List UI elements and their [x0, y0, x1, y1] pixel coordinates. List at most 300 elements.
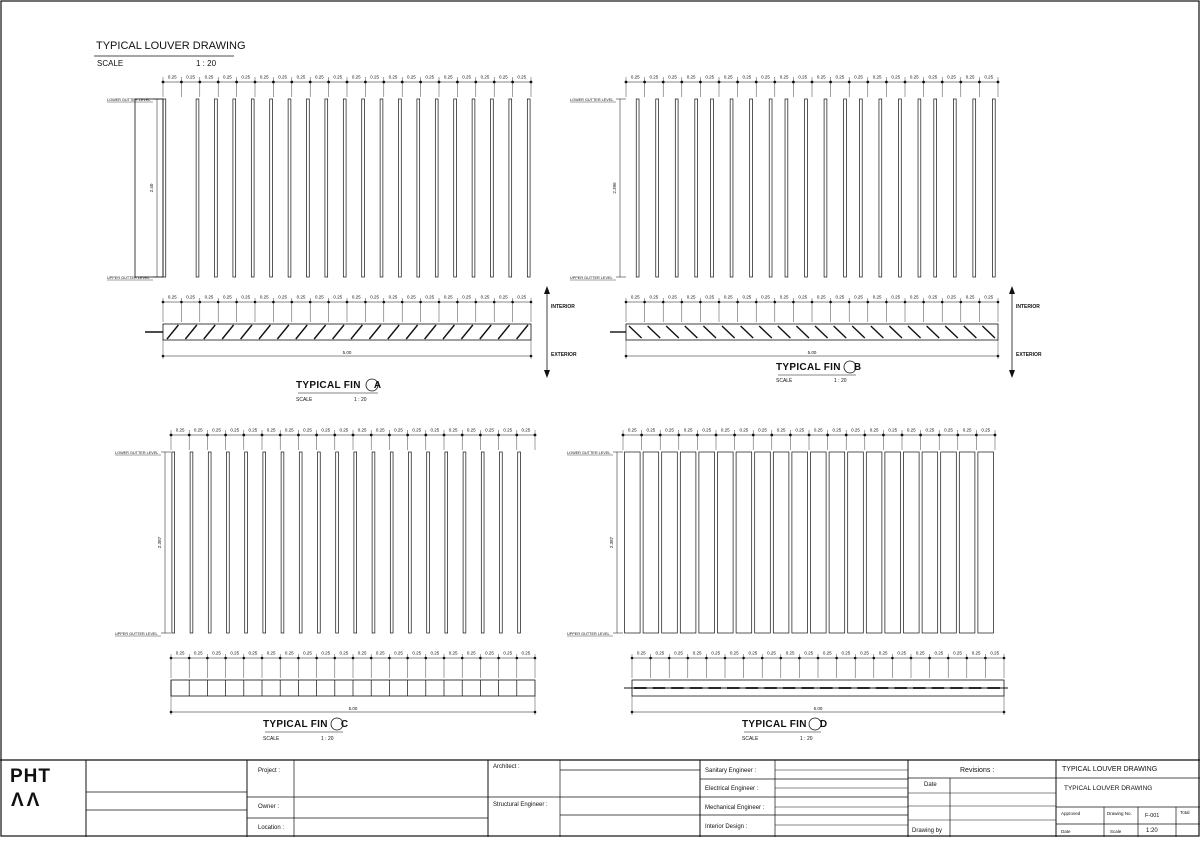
elevation-b-dim-label: 0.25 [649, 74, 659, 80]
plan-a-dim-label: 0.25 [407, 294, 416, 300]
plan-d-dim-label: 0.25 [934, 650, 944, 656]
elevation-a-fin [472, 99, 475, 277]
plan-b-blade [834, 326, 847, 338]
elevation-b-fin [711, 99, 714, 277]
elevation-d-lower-level-label: LOWER GUTTER LEVEL [567, 451, 611, 455]
elevation-b-height-label: 2.396 [612, 182, 617, 194]
elevation-c-fin [263, 452, 266, 633]
sheet-scale-label: SCALE [97, 59, 124, 68]
plan-c-dim-label: 0.25 [485, 650, 494, 656]
plan-b-dim-label: 0.25 [928, 294, 938, 300]
mechanical-engineer-label: Mechanical Engineer : [705, 805, 765, 811]
plan-a-blade [167, 325, 178, 339]
plan-c-dim-label: 0.25 [430, 650, 440, 656]
plan-b-dim-label: 0.25 [816, 294, 826, 300]
plan-b-blade [889, 326, 902, 338]
plan-b-dim-label: 0.25 [742, 294, 752, 300]
plan-b-frame [626, 324, 998, 340]
plan-c-dim-label: 0.25 [266, 650, 276, 656]
plan-a-dim-label: 0.25 [517, 294, 527, 300]
elevation-a-lower-level-label: LOWER GUTTER LEVEL [107, 98, 151, 102]
elevation-d-fin [922, 452, 938, 633]
elevation-c-upper-level-label: UPPER GUTTER LEVEL [115, 632, 158, 636]
plan-d-dim-label: 0.25 [915, 650, 925, 656]
elevation-a-dim-label: 0.25 [462, 74, 471, 80]
plan-a-blade [259, 325, 270, 339]
plan-b-dim-label: 0.25 [872, 294, 882, 300]
plan-c-dim-label: 0.25 [230, 650, 240, 656]
elevation-d-fin [680, 452, 696, 633]
plan-c-dim-label: 0.25 [303, 650, 312, 656]
total-label: Total [1180, 810, 1190, 815]
fin-b-letter: B [853, 362, 862, 373]
elevation-b-fin [675, 99, 678, 277]
sheet-border [1, 1, 1199, 836]
elevation-b-fin [656, 99, 659, 277]
elevation-b-dim-label: 0.25 [798, 74, 808, 80]
plan-a-dim-label: 0.25 [296, 294, 306, 300]
plan-b-blade [796, 326, 809, 338]
elevation-c-fin [172, 452, 175, 633]
plan-a-dim-label: 0.25 [241, 294, 251, 300]
plan-b-exterior-arrow [1009, 370, 1015, 378]
plan-c-dim-label: 0.25 [284, 650, 294, 656]
elevation-c-dim-label: 0.25 [266, 427, 276, 433]
plan-a-blade [425, 325, 436, 339]
elevation-d-dim-label: 0.25 [944, 427, 953, 433]
elevation-d-upper-level-label: UPPER GUTTER LEVEL [567, 632, 610, 636]
fin-a-scale-label: SCALE [296, 397, 313, 403]
elevation-b-fin [953, 99, 956, 277]
elevation-c-dim-label: 0.25 [394, 427, 403, 433]
elevation-d-dim-label: 0.25 [665, 427, 674, 433]
elevation-d-height-label: 2.387 [609, 536, 614, 549]
plan-b-blade [703, 326, 716, 338]
elevation-d-fin [699, 452, 715, 633]
plan-b-blade [759, 326, 772, 338]
drawing-by-label: Drawing by [912, 828, 943, 834]
elevation-a-fin [251, 99, 254, 277]
plan-a-blade [443, 325, 454, 339]
plan-a-interior-arrow [544, 286, 550, 294]
structural-engineer-label: Structural Engineer : [493, 802, 548, 808]
elevation-d-dim-label: 0.25 [776, 427, 786, 433]
plan-d-dim-label: 0.25 [785, 650, 795, 656]
elevation-d-dim-label: 0.25 [869, 427, 879, 433]
elevation-b-dim-label: 0.25 [668, 74, 677, 80]
elevation-b-dim-label: 0.25 [705, 74, 715, 80]
plan-d-dim-label: 0.25 [990, 650, 1000, 656]
fin-d-scale-value: 1 : 20 [800, 736, 813, 742]
architect-label: Architect : [493, 764, 520, 770]
plan-b-dim-label: 0.25 [891, 294, 901, 300]
elevation-c-dim-label: 0.25 [175, 427, 185, 433]
plan-d-dim-label: 0.25 [878, 650, 888, 656]
fin-d-title [742, 719, 827, 730]
plan-b-blade [778, 326, 791, 338]
elevation-b-fin [879, 99, 882, 277]
elevation-a-dim-label: 0.25 [223, 74, 232, 80]
elevation-a-dim-label: 0.25 [443, 74, 453, 80]
plan-c-dim-label: 0.25 [503, 650, 513, 656]
plan-c-dim-label: 0.25 [448, 650, 458, 656]
elevation-b-upper-level-label: UPPER GUTTER LEVEL [570, 276, 613, 280]
elevation-b-fin [824, 99, 827, 277]
elevation-c-fin [463, 452, 466, 633]
plan-a-blade [388, 325, 399, 339]
plan-a-dim-label: 0.25 [443, 294, 453, 300]
date-label: Date [924, 782, 937, 788]
plan-a-dim-label: 0.25 [278, 294, 287, 300]
elevation-b-dim-label: 0.25 [928, 74, 938, 80]
elevation-a-fin [435, 99, 438, 277]
elevation-d-fin [941, 452, 957, 633]
elevation-d-fin [978, 452, 994, 633]
sheet-title-underline [94, 55, 234, 57]
plan-a-dim-label: 0.25 [315, 294, 324, 300]
elevation-c-dim-label: 0.25 [303, 427, 312, 433]
elevation-b-fin [973, 99, 976, 277]
date2-label: Date [1061, 829, 1071, 834]
elevation-b-fin [805, 99, 808, 277]
elevation-b-dim-label: 0.25 [723, 74, 733, 80]
elevation-c-fin [227, 452, 230, 633]
elevation-b-fin [859, 99, 862, 277]
elevation-b-dim-label: 0.25 [854, 74, 863, 80]
electrical-engineer-label: Electrical Engineer : [705, 786, 759, 792]
interior-label-b: INTERIOR [1016, 304, 1040, 310]
plan-c-dim-label: 0.25 [248, 650, 258, 656]
plan-b-length-label: 5.00 [807, 350, 817, 355]
elevation-b-fin [769, 99, 772, 277]
elevation-d-dim-label: 0.25 [795, 427, 805, 433]
plan-d-dim-label: 0.25 [674, 650, 683, 656]
location-label: Location : [258, 825, 285, 831]
fin-c-label: TYPICAL FIN [263, 719, 328, 730]
elevation-b-dim-label: 0.25 [742, 74, 752, 80]
elevation-a-fin [509, 99, 512, 277]
plan-a-dim-label: 0.25 [480, 294, 490, 300]
logo-bottom: ΛΛ [11, 790, 43, 811]
elevation-c-fin [318, 452, 321, 633]
elevation-a-fin [527, 99, 530, 277]
elevation-c-fin [500, 452, 503, 633]
fin-a-scale-value: 1 : 20 [354, 397, 367, 403]
owner-label: Owner : [258, 804, 280, 810]
elevation-b-fin [695, 99, 698, 277]
fin-c-scale-value: 1 : 20 [321, 736, 334, 742]
plan-d-dim-label: 0.25 [971, 650, 981, 656]
plan-b-blade [964, 326, 977, 338]
plan-b-dim-label: 0.25 [705, 294, 715, 300]
elevation-a-fin [215, 99, 218, 277]
plan-c-length-label: 5.00 [348, 706, 358, 711]
elevation-c-dim-label: 0.25 [284, 427, 294, 433]
plan-d-dim-label: 0.25 [822, 650, 832, 656]
plan-d-dim-label: 0.25 [897, 650, 907, 656]
elevation-b-fin [898, 99, 901, 277]
elevation-d-fin [848, 452, 864, 633]
elevation-a-fin [380, 99, 383, 277]
elevation-d-fin [773, 452, 789, 633]
plan-b-interior-arrow [1009, 286, 1015, 294]
plan-a-blade [222, 325, 233, 339]
elevation-d-fin [885, 452, 901, 633]
elevation-c-fin [372, 452, 375, 633]
elevation-d-fin [662, 452, 678, 633]
plan-b-blade [908, 326, 921, 338]
plan-b-dim-label: 0.25 [779, 294, 789, 300]
elevation-a-fin [454, 99, 457, 277]
sheet-title: TYPICAL LOUVER DRAWING [96, 40, 246, 52]
plan-b-blade [722, 326, 735, 338]
plan-a-blade [296, 325, 307, 339]
elevation-c-dim-label: 0.25 [485, 427, 494, 433]
elevation-a-fin [196, 99, 199, 277]
plan-a-blade [517, 325, 528, 339]
elevation-c-dim-label: 0.25 [412, 427, 422, 433]
plan-b-dim-label: 0.25 [854, 294, 863, 300]
interior-label-a: INTERIOR [551, 304, 575, 310]
plan-a-dim-label: 0.25 [333, 294, 343, 300]
scale-label-tb: Scale [1110, 829, 1122, 834]
plan-a-dim-label: 0.25 [223, 294, 232, 300]
elevation-c-fin [354, 452, 357, 633]
elevation-a-dim-label: 0.25 [186, 74, 195, 80]
elevation-b-lower-level-label: LOWER GUTTER LEVEL [570, 98, 614, 102]
plan-c-dim-label: 0.25 [212, 650, 221, 656]
plan-a-dim-label: 0.25 [186, 294, 195, 300]
elevation-c-dim-label: 0.25 [357, 427, 367, 433]
fin-c-letter: C [340, 719, 349, 730]
drawing-title-label: TYPICAL LOUVER DRAWING [1062, 766, 1158, 773]
plan-b-blade [871, 326, 884, 338]
elevation-c-dim-label: 0.25 [430, 427, 440, 433]
elevation-d-dim-label: 0.25 [888, 427, 898, 433]
elevation-d-dim-label: 0.25 [906, 427, 916, 433]
elevation-b-dim-label: 0.25 [779, 74, 789, 80]
elevation-b-fin [636, 99, 639, 277]
elevation-b-dim-label: 0.25 [909, 74, 919, 80]
elevation-a-dim-label: 0.25 [167, 74, 177, 80]
elevation-a-dim-label: 0.25 [480, 74, 490, 80]
plan-b-blade [815, 326, 828, 338]
elevation-d-dim-label: 0.25 [720, 427, 730, 433]
elevation-c-dim-label: 0.25 [230, 427, 240, 433]
plan-c-dim-label: 0.25 [357, 650, 367, 656]
elevation-a-dim-label: 0.25 [370, 74, 379, 80]
elevation-c-fin [336, 452, 339, 633]
elevation-d-dim-label: 0.25 [683, 427, 693, 433]
drawing-title-value: TYPICAL LOUVER DRAWING [1064, 785, 1153, 792]
plan-b-dim-label: 0.25 [835, 294, 845, 300]
plan-b-blade [685, 326, 698, 338]
elevation-c-lower-level-label: LOWER GUTTER LEVEL [115, 451, 159, 455]
elevation-c-dim-label: 0.25 [503, 427, 513, 433]
elevation-b-fin [934, 99, 937, 277]
plan-b-dim-label: 0.25 [965, 294, 975, 300]
plan-b-dim-label: 0.25 [723, 294, 733, 300]
approved-label: Approved [1061, 811, 1081, 816]
elevation-a-dim-label: 0.25 [425, 74, 435, 80]
elevation-b-dim-label: 0.25 [686, 74, 696, 80]
elevation-d-dim-label: 0.25 [813, 427, 823, 433]
fin-a-title [296, 380, 381, 391]
plan-d-dim-label: 0.25 [748, 650, 758, 656]
plan-a-blade [314, 325, 325, 339]
elevation-c-fin [481, 452, 484, 633]
elevation-a-dim-label: 0.25 [333, 74, 343, 80]
fin-a-letter: A [373, 380, 382, 391]
plan-b-blade [629, 326, 642, 338]
elevation-b-fin [750, 99, 753, 277]
project-label: Project : [258, 768, 281, 774]
plan-d-dim-label: 0.25 [711, 650, 721, 656]
plan-a-blade [333, 325, 344, 339]
elevation-a-fin [288, 99, 291, 277]
elevation-b-fin [730, 99, 733, 277]
fin-a-label: TYPICAL FIN [296, 380, 361, 391]
elevation-d-fin [625, 452, 641, 633]
plan-d-dim-label: 0.25 [655, 650, 665, 656]
elevation-b-fin [918, 99, 921, 277]
elevation-b-dim-label: 0.25 [965, 74, 975, 80]
plan-b-blade [648, 326, 661, 338]
elevation-b-fin [844, 99, 847, 277]
plan-a-blade [406, 325, 417, 339]
elevation-d-dim-label: 0.25 [925, 427, 935, 433]
elevation-a-fin [233, 99, 236, 277]
elevation-c-fin [390, 452, 393, 633]
plan-b-dim-label: 0.25 [761, 294, 770, 300]
plan-a-dim-label: 0.25 [425, 294, 435, 300]
elevation-a-dim-label: 0.25 [241, 74, 251, 80]
plan-b-dim-label: 0.25 [984, 294, 994, 300]
plan-a-blade [498, 325, 509, 339]
elevation-b-dim-label: 0.25 [947, 74, 956, 80]
plan-c-dim-label: 0.25 [321, 650, 331, 656]
fin-b-label: TYPICAL FIN [776, 362, 841, 373]
plan-b-dim-label: 0.25 [668, 294, 677, 300]
elevation-d-dim-label: 0.25 [739, 427, 749, 433]
elevation-c-fin [190, 452, 193, 633]
plan-a-exterior-arrow [544, 370, 550, 378]
fin-d-letter: D [819, 719, 828, 730]
scale-value-tb: 1:20 [1146, 828, 1158, 834]
elevation-d-fin [736, 452, 752, 633]
plan-b-blade [927, 326, 940, 338]
interior-design-label: Interior Design : [705, 824, 748, 830]
plan-c-dim-label: 0.25 [394, 650, 403, 656]
plan-b-blade [982, 326, 995, 338]
plan-a-dim-label: 0.25 [370, 294, 379, 300]
plan-d-length-label: 5.00 [813, 706, 823, 711]
plan-c-dim-label: 0.25 [412, 650, 422, 656]
plan-a-blade [241, 325, 252, 339]
elevation-b-dim-label: 0.25 [761, 74, 770, 80]
sheet-scale-value: 1 : 20 [196, 59, 217, 68]
elevation-a-fin [307, 99, 310, 277]
elevation-d-dim-label: 0.25 [981, 427, 991, 433]
elevation-a-upper-level-label: UPPER GUTTER LEVEL [107, 276, 150, 280]
elevation-d-fin [829, 452, 845, 633]
plan-b-dim-label: 0.25 [630, 294, 640, 300]
fin-b-title [776, 362, 861, 373]
plan-b-dim-label: 0.25 [686, 294, 696, 300]
elevation-d-fin [811, 452, 827, 633]
elevation-c-fin [445, 452, 448, 633]
plan-c-dim-label: 0.25 [175, 650, 185, 656]
elevation-d-fin [755, 452, 771, 633]
elevation-d-fin [792, 452, 808, 633]
drawing-no-label: Drawing No. [1107, 811, 1132, 816]
plan-c-dim-label: 0.25 [521, 650, 531, 656]
elevation-a-dim-label: 0.25 [351, 74, 361, 80]
elevation-b-dim-label: 0.25 [630, 74, 640, 80]
plan-c-dim-label: 0.25 [375, 650, 385, 656]
plan-d-dim-label: 0.25 [804, 650, 814, 656]
fin-c-scale-label: SCALE [263, 736, 280, 742]
plan-d-dim-label: 0.25 [860, 650, 869, 656]
plan-c-dim-label: 0.25 [339, 650, 349, 656]
elevation-d-dim-label: 0.25 [702, 427, 712, 433]
elevation-d-dim-label: 0.25 [627, 427, 637, 433]
elevation-d-dim-label: 0.25 [758, 427, 767, 433]
plan-c-dim-label: 0.25 [466, 650, 476, 656]
elevation-d-dim-label: 0.25 [832, 427, 842, 433]
elevation-c-height-label: 2.387 [157, 536, 162, 549]
plan-a-length-label: 5.00 [342, 350, 352, 355]
plan-a-blade [461, 325, 472, 339]
elevation-a-dim-label: 0.25 [499, 74, 508, 80]
elevation-c-dim-label: 0.25 [448, 427, 458, 433]
elevation-c-fin [427, 452, 430, 633]
plan-c-dim-label: 0.25 [193, 650, 203, 656]
elevation-a-fin [325, 99, 328, 277]
elevation-b-dim-label: 0.25 [816, 74, 826, 80]
elevation-c-fin [518, 452, 521, 633]
elevation-a-fin [491, 99, 494, 277]
exterior-label-a: EXTERIOR [551, 352, 577, 358]
plan-a-dim-label: 0.25 [351, 294, 361, 300]
plan-b-dim-label: 0.25 [909, 294, 919, 300]
elevation-c-dim-label: 0.25 [248, 427, 258, 433]
elevation-a-fin [270, 99, 273, 277]
elevation-c-fin [208, 452, 211, 633]
plan-b-dim-label: 0.25 [947, 294, 956, 300]
elevation-c-dim-label: 0.25 [193, 427, 203, 433]
elevation-a-fin [399, 99, 402, 277]
elevation-d-fin [866, 452, 882, 633]
plan-b-blade [666, 326, 679, 338]
elevation-c-fin [409, 452, 412, 633]
plan-a-dim-label: 0.25 [204, 294, 214, 300]
plan-d-dim-label: 0.25 [841, 650, 851, 656]
elevation-d-fin [904, 452, 920, 633]
elevation-c-fin [281, 452, 284, 633]
elevation-c-fin [245, 452, 248, 633]
elevation-a-fin [343, 99, 346, 277]
fin-c-title [263, 719, 348, 730]
plan-d-dim-label: 0.25 [953, 650, 962, 656]
elevation-a-dim-label: 0.25 [315, 74, 324, 80]
elevation-c-dim-label: 0.25 [212, 427, 221, 433]
elevation-c-dim-label: 0.25 [466, 427, 476, 433]
elevation-a-dim-label: 0.25 [259, 74, 269, 80]
drawing-no-value: F-001 [1145, 813, 1160, 819]
plan-a-blade [204, 325, 215, 339]
elevation-a-dim-label: 0.25 [388, 74, 398, 80]
